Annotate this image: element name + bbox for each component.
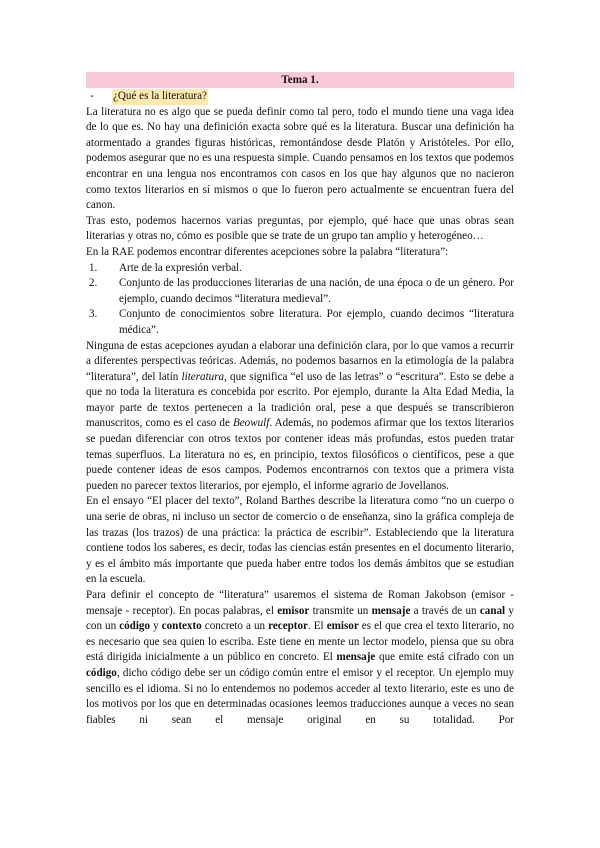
term-mensaje: mensaje xyxy=(371,604,411,617)
list-item-text: Arte de la expresión verbal. xyxy=(119,261,242,274)
term-receptor: receptor xyxy=(268,620,308,633)
work-title-beowulf: Beowulf xyxy=(232,417,270,430)
paragraph-intro: La literatura no es algo que se pueda definir como tal pero, todo el mundo tiene una vaga idea de lo que es. No hay una definición exacta sobre qué es la literatura. Buscar una definición ha atormentado a grandes figuras históricas, remontándose desde Platón y Aristóteles. Por ello, podemos asegurar que no es una respuesta simple. Cuando pensamos en los textos que podemos encontrar en una lengua nos encontramos con casos en los que hay algunos que no nacieron como textos literarios en sí mismos o que lo fueron pero actualmente se encuentran fuera del canon. xyxy=(86,105,514,212)
list-number: 1. xyxy=(89,261,98,274)
paragraph-jakobson: Para definir el concepto de “literatura” usaremos el sistema de Roman Jakobson (emisor - mensaje - receptor). En pocas palabras, el emisor transmite un mensaje a través de un canal y con un código y contexto concreto a un receptor. El emisor es el que crea el texto literario, no es necesario que sea quien lo escriba. Este tiene en mente un lector modelo, piensa que su obra está dirigida inicialmente a un público en concreto. El mensaje que emite está cifrado con un código, dicho código debe ser un código común entre el emisor y el receptor. Un ejemplo muy sencillo es el idioma. Si no lo entendemos no podemos acceder al texto literario, este es uno de los motivos por los que en determinadas ocasiones leemos traducciones aunque a veces no sean fiables ni sean el mensaje original en su totalidad. Por xyxy=(86,589,514,726)
term-codigo: código xyxy=(119,620,151,633)
list-item xyxy=(86,307,514,338)
latin-term: literatura xyxy=(181,370,225,383)
page-title: Tema 1. xyxy=(86,72,514,88)
section-question xyxy=(86,89,514,105)
paragraph-barthes: En el ensayo “El placer del texto”, Roland Barthes describe la literatura como “no un cuerpo o una serie de obras, ni incluso un sector de comercio o de enseñanza, sino la gráfica compleja de las trazas (los trazos) de una práctica: la práctica de escribir”. Estableciendo que la literatura contiene todos los saberes, es decir, todas las ciencias están presentes en el documento literario, y es el ámbito más importante que pueda haber entre todos los demás ámbitos que se estudian en la escuela. xyxy=(86,495,514,586)
term-mensaje: mensaje xyxy=(336,651,376,664)
term-emisor: emisor xyxy=(277,604,310,617)
paragraph-questions: Tras esto, podemos hacernos varias preguntas, por ejemplo, qué hace que unas obras sean literarias y otras no, cómo es posible que se trate de un grupo tan amplio y heterogéneo… xyxy=(86,214,514,243)
list-item-text: Conjunto de las producciones literarias de una nación, de una época o de un género. Por ejemplo, cuando decimos “literatura medieval”. xyxy=(119,277,514,305)
term-codigo: código xyxy=(86,666,117,679)
paragraph-rae: En la RAE podemos encontrar diferentes acepciones sobre la palabra “literatura”: xyxy=(86,245,449,258)
rae-definitions-list xyxy=(86,261,514,339)
list-item-text: Conjunto de conocimientos sobre literatura. Por ejemplo, cuando decimos “literatura médica”. xyxy=(119,308,514,336)
document-page xyxy=(86,72,514,728)
term-contexto: contexto xyxy=(161,620,202,633)
term-canal: canal xyxy=(479,604,506,617)
paragraph-etymology: Ninguna de estas acepciones ayudan a elaborar una definición clara, por lo que vamos a recurrir a diferentes perspectivas teóricas. Además, no podemos basarnos en la etimología de la palabra “literatura”, del latín literatura, que significa “el uso de las letras” o “escritura”. Esto se debe a que no toda la literatura es concebida por escrito. Por ejemplo, durante la Alta Edad Media, la mayor parte de textos pertenecen a la tradición oral, pese a que después se transcribieron manuscritos, como es el caso de Beowulf. Además, no podemos afirmar que los textos literarios se puedan diferenciar con otros textos por contener ideas más profundas, estos pueden tratar temas superfluos. La literatura no es, en principio, textos filosóficos o científicos, pese a que puede contener ideas de esos campos. Podemos encontrarnos con textos que a primera vista pueden no parecer textos literarios, por ejemplo, el informe agrario de Jovellanos. xyxy=(86,339,514,492)
term-emisor: emisor xyxy=(326,620,359,633)
bullet-dash: - xyxy=(90,90,94,102)
list-item xyxy=(86,261,514,277)
list-number: 3. xyxy=(89,308,98,321)
list-item xyxy=(86,276,514,307)
question-text: ¿Qué es la literatura? xyxy=(112,89,208,105)
list-number: 2. xyxy=(89,277,98,290)
